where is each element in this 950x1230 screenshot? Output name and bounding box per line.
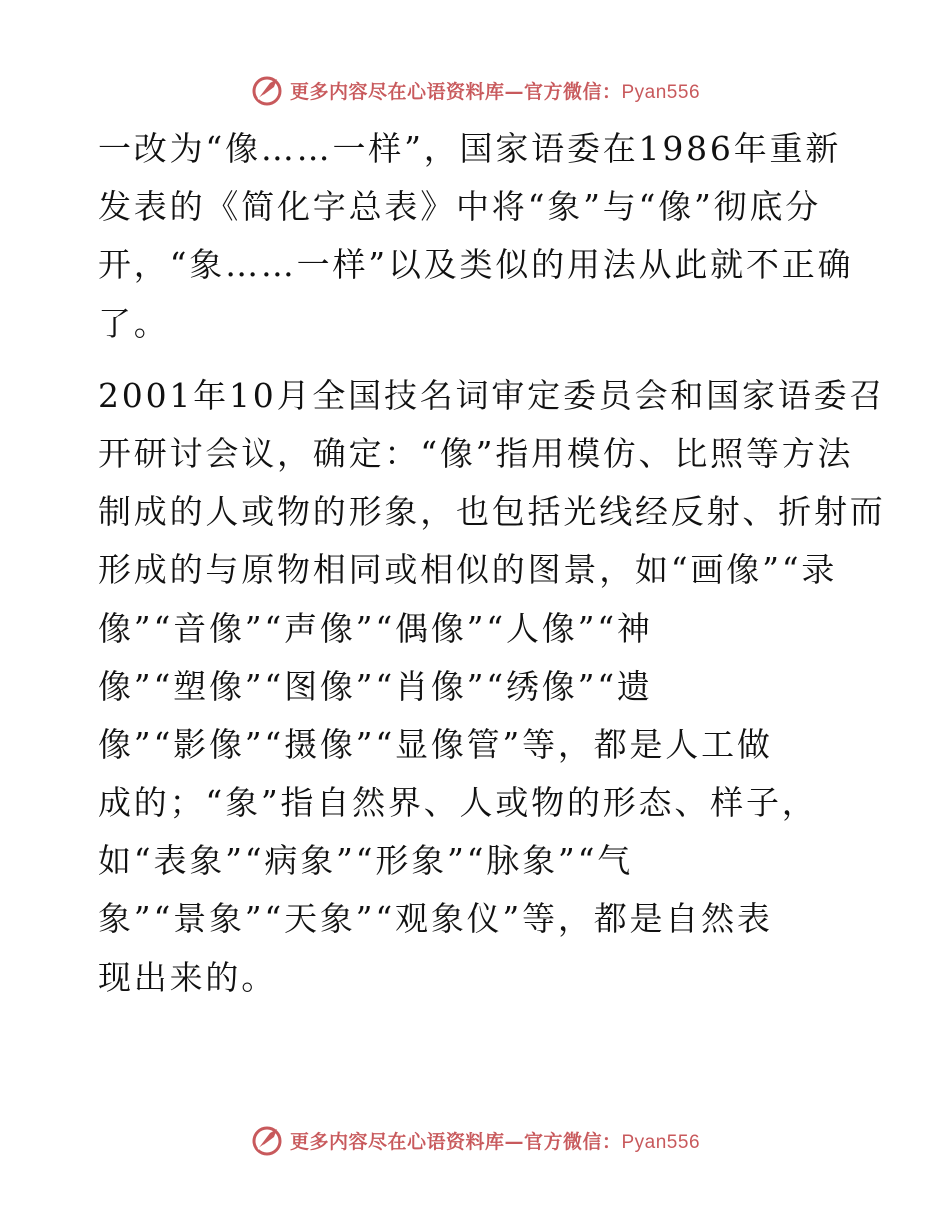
pen-nib-logo-icon bbox=[250, 73, 284, 107]
text-line: 如“表象”“病象”“形象”“脉象”“气 bbox=[98, 841, 634, 881]
header-banner-text: 更多内容尽在心语资料库—官方微信：Pyan556 bbox=[289, 80, 701, 103]
text-line: 像”“塑像”“图像”“肖像”“绣像”“遗 bbox=[98, 666, 653, 706]
text-line: 开，“象……一样”以及类似的用法从此就不正确 bbox=[98, 245, 854, 285]
footer-banner-text: 更多内容尽在心语资料库—官方微信：Pyan556 bbox=[289, 1130, 701, 1153]
text-line: 发表的《简化字总表》中将“象”与“像”彻底分 bbox=[98, 187, 822, 227]
text-line: 开研讨会议，确定：“像”指用模仿、比照等方法 bbox=[98, 433, 854, 473]
text-line: 象”“景象”“天象”“观象仪”等，都是自然表 bbox=[98, 899, 773, 939]
text-line: 成的；“象”指自然界、人或物的形态、样子， bbox=[98, 783, 818, 823]
text-line: 像”“音像”“声像”“偶像”“人像”“神 bbox=[98, 608, 653, 648]
footer-banner bbox=[0, 1120, 950, 1160]
text-line: 形成的与原物相同或相似的图景，如“画像”“录 bbox=[98, 550, 838, 590]
text-line: 2001年10月全国技名词审定委员会和国家语委召 bbox=[98, 375, 886, 415]
text-line: 了。 bbox=[98, 303, 170, 343]
paragraph-1 bbox=[98, 120, 858, 353]
text-line: 制成的人或物的形象，也包括光线经反射、折射而 bbox=[98, 492, 886, 532]
header-banner-id: Pyan556 bbox=[621, 81, 701, 103]
pen-nib-logo-icon bbox=[250, 1123, 284, 1157]
footer-banner-id: Pyan556 bbox=[621, 1131, 701, 1153]
paragraph-2 bbox=[98, 367, 886, 1007]
text-line: 现出来的。 bbox=[98, 957, 277, 997]
document-body bbox=[98, 120, 886, 1007]
header-banner bbox=[0, 70, 950, 110]
paragraph-gap bbox=[98, 353, 858, 367]
text-line: 一改为“像……一样”，国家语委在1986年重新 bbox=[98, 129, 842, 168]
text-line: 像”“影像”“摄像”“显像管”等，都是人工做 bbox=[98, 724, 773, 764]
